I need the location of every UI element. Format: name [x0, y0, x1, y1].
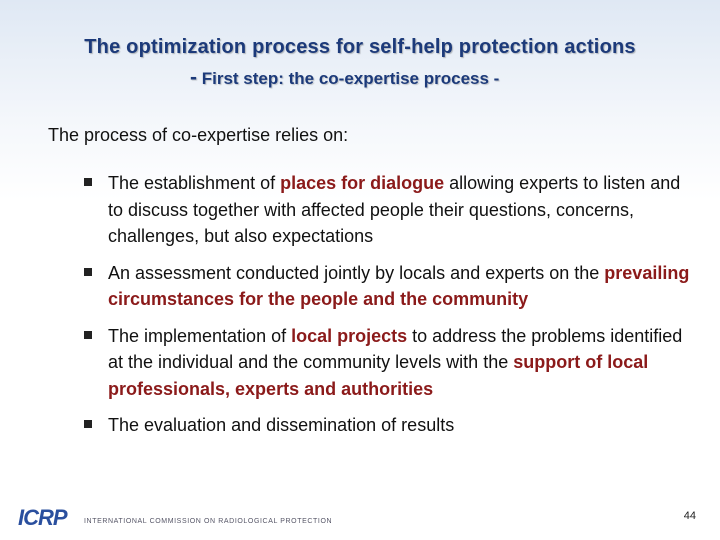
- intro-text: The process of co-expertise relies on:: [48, 125, 349, 145]
- slide-subtitle: [190, 66, 499, 90]
- subtitle-dash: -: [190, 66, 197, 89]
- highlighted-phrase: places for dialogue: [280, 173, 445, 193]
- slide-title: The optimization process for self-help protection actions: [84, 36, 636, 58]
- square-bullet-icon: [84, 420, 92, 428]
- bullet-item: [84, 260, 694, 313]
- square-bullet-icon: [84, 331, 92, 339]
- bullet-text: The establishment of: [108, 173, 281, 193]
- bullet-text: The evaluation and dissemination of results: [108, 415, 455, 435]
- bullet-item: [84, 412, 694, 439]
- bullet-text: allowing experts to listen and to discuss together with affected people their questions, concerns, challenges, but also expectations: [108, 173, 681, 246]
- logo-mark: ICRP: [18, 505, 67, 530]
- bullet-item: [84, 170, 694, 250]
- square-bullet-icon: [84, 268, 92, 276]
- bullet-list: [84, 170, 694, 449]
- page-number: 44: [683, 510, 696, 522]
- highlighted-phrase: support of local professionals, experts and authorities: [108, 352, 649, 399]
- bullet-text: to address the problems identified at the individual and the community levels with the: [108, 325, 683, 372]
- highlighted-phrase: prevailing circumstances for the people and the community: [108, 262, 690, 309]
- square-bullet-icon: [84, 178, 92, 186]
- icrp-logo: [18, 505, 67, 530]
- highlighted-phrase: local projects: [291, 325, 408, 346]
- bullet-text: An assessment conducted jointly by locals and experts on the: [108, 262, 605, 283]
- bullet-item: [84, 323, 694, 403]
- bullet-text: The implementation of: [108, 325, 292, 346]
- organization-name: INTERNATIONAL COMMISSION ON RADIOLOGICAL PROTECTION: [84, 518, 333, 525]
- subtitle-text: First step: the co-expertise process -: [197, 69, 500, 88]
